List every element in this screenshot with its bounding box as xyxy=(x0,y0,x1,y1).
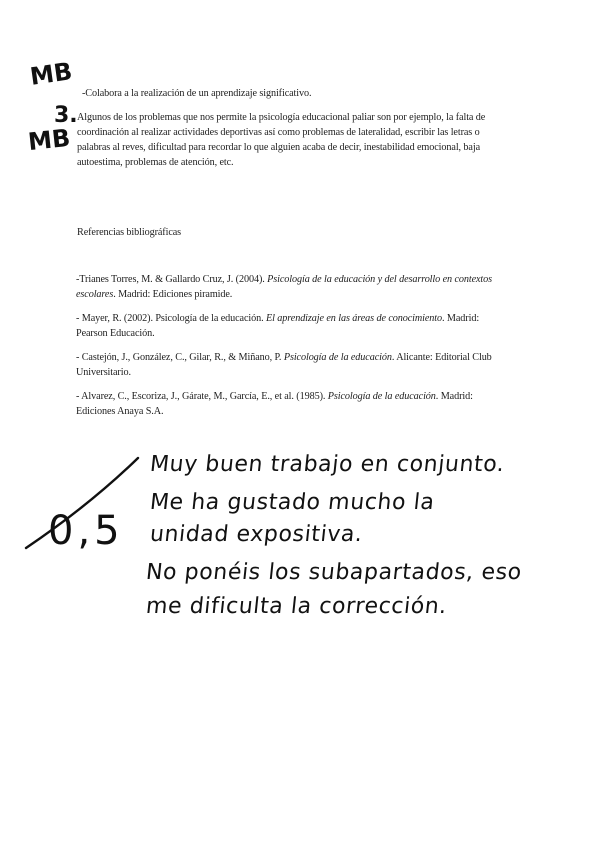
reference-item: -Trianes Torres, M. & Gallardo Cruz, J. (2004). Psicología de la educación y del desarrollo en contextos escolares. Madrid: Ediciones piramide. xyxy=(76,274,493,300)
handwritten-comment-line: Muy buen trabajo en conjunto. xyxy=(148,452,506,477)
handwritten-grade: 0,5 xyxy=(48,508,124,554)
margin-note-grade-1: MB xyxy=(28,57,74,91)
margin-note-grade-2: MB xyxy=(26,123,72,157)
reference-item: - Castejón, J., González, C., Gilar, R., & Miñano, P. Psicología de la educación. Alicante: Editorial Club Universitario. xyxy=(76,352,492,378)
handwritten-comment-line: unidad expositiva. xyxy=(148,522,364,547)
reference-item: - Mayer, R. (2002). Psicología de la educación. El aprendizaje en las áreas de conocimiento. Madrid: Pearson Educación. xyxy=(76,313,480,339)
margin-note-item-number: 3. xyxy=(54,103,78,128)
body-line-aprendizaje: -Colabora a la realización de un aprendizaje significativo. xyxy=(82,88,312,99)
reference-item: - Alvarez, C., Escoriza, J., Gárate, M., García, E., et al. (1985). Psicología de la educación. Madrid: Ediciones Anaya S.A. xyxy=(76,391,473,417)
handwritten-comment-line: me dificulta la corrección. xyxy=(144,594,449,619)
references-heading: Referencias bibliográficas xyxy=(77,227,182,238)
body-paragraph-problemas: Algunos de los problemas que nos permite la psicología educacional paliar son por ejemplo, la falta de coordinación al realizar actividades deportivas así como problemas de lateralidad, escribir las letras o palabras al reves, dificultad para recordar lo que alguien acaba de decir, inestabilidad emocional, baja autoestima, problemas de atención, etc. xyxy=(77,112,486,168)
handwritten-comment-line: No ponéis los subapartados, eso xyxy=(144,560,524,585)
handwritten-comment-line: Me ha gustado mucho la xyxy=(148,490,436,515)
